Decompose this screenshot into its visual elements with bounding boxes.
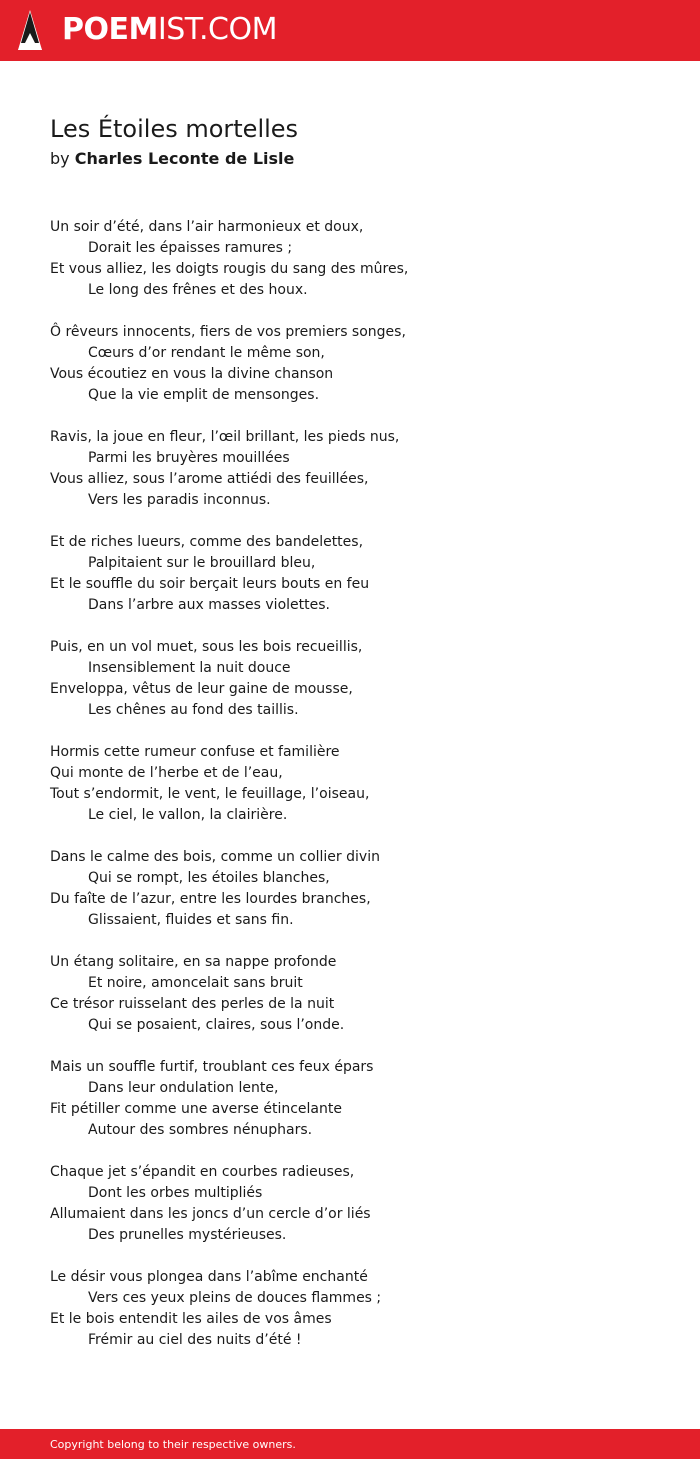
- poem-title: Les Étoiles mortelles: [50, 115, 299, 143]
- poem-line: Insensiblement la nuit douce: [88, 660, 291, 676]
- poem-stanza: [50, 847, 670, 931]
- poem-stanza: [50, 637, 670, 721]
- poem-line: Dorait les épaisses ramures ;: [88, 240, 293, 256]
- poem-line: Allumaient dans les joncs d’un cercle d’or liés: [50, 1206, 371, 1222]
- poem-stanza: [50, 217, 670, 301]
- poem-line: Palpitaient sur le brouillard bleu,: [88, 555, 316, 571]
- poem-line: Mais un souffle furtif, troublant ces feux épars: [50, 1059, 374, 1075]
- byline-prefix: by: [50, 149, 70, 168]
- poem-line: Le désir vous plongea dans l’abîme enchanté: [50, 1269, 368, 1285]
- poem-line: Le ciel, le vallon, la clairière.: [88, 807, 288, 823]
- poem-line: Le long des frênes et des houx.: [88, 282, 308, 298]
- poem-line: Dans le calme des bois, comme un collier divin: [50, 849, 380, 865]
- poem-line: Chaque jet s’épandit en courbes radieuses,: [50, 1164, 355, 1180]
- site-footer: [0, 1429, 700, 1459]
- poem-author: Charles Leconte de Lisle: [74, 149, 295, 168]
- poem-line: Glissaient, fluides et sans fin.: [88, 912, 294, 928]
- poem-line: Autour des sombres nénuphars.: [88, 1122, 313, 1138]
- poem-stanza: [50, 1267, 670, 1351]
- poem-stanza: [50, 532, 670, 616]
- poem-line: Vous écoutiez en vous la divine chanson: [50, 366, 334, 382]
- poem-line: Qui monte de l’herbe et de l’eau,: [50, 765, 283, 781]
- logo-bold-text: POEM: [62, 12, 158, 47]
- poem-line: Et le bois entendit les ailes de vos âmes: [50, 1311, 332, 1327]
- poem-line: Vers ces yeux pleins de douces flammes ;: [88, 1290, 382, 1306]
- poem-byline: [50, 147, 670, 171]
- poem-line: Et de riches lueurs, comme des bandelettes,: [50, 534, 364, 550]
- poem-line: Que la vie emplit de mensonges.: [88, 387, 320, 403]
- poem-line: Ce trésor ruisselant des perles de la nuit: [50, 996, 335, 1012]
- poem-line: Un étang solitaire, en sa nappe profonde: [50, 954, 337, 970]
- poem-line: Enveloppa, vêtus de leur gaine de mousse,: [50, 681, 353, 697]
- poem-line: Puis, en un vol muet, sous les bois recueillis,: [50, 639, 363, 655]
- poem-line: Frémir au ciel des nuits d’été !: [88, 1332, 302, 1348]
- logo-light-text: IST.COM: [157, 12, 277, 47]
- poem-content: [50, 113, 670, 1372]
- poem-stanza: [50, 322, 670, 406]
- poem-line: Vous alliez, sous l’arome attiédi des feuillées,: [50, 471, 369, 487]
- poem-line: Ravis, la joue en fleur, l’œil brillant, les pieds nus,: [50, 429, 400, 445]
- poem-line: Du faîte de l’azur, entre les lourdes branches,: [50, 891, 371, 907]
- poem-stanza: [50, 427, 670, 511]
- pencil-tip-icon[interactable]: [17, 9, 43, 51]
- poem-line: Fit pétiller comme une averse étincelante: [50, 1101, 342, 1117]
- copyright-notice: Copyright belong to their respective owners.: [50, 1438, 296, 1451]
- poem-line: Parmi les bruyères mouillées: [88, 450, 290, 466]
- poem-line: Tout s’endormit, le vent, le feuillage, l’oiseau,: [50, 786, 370, 802]
- poem-line: Hormis cette rumeur confuse et familière: [50, 744, 340, 760]
- poem-line: Dans leur ondulation lente,: [88, 1080, 279, 1096]
- poem-stanza: [50, 742, 670, 826]
- poem-line: Dans l’arbre aux masses violettes.: [88, 597, 330, 613]
- poem-line: Dont les orbes multipliés: [88, 1185, 263, 1201]
- poem-line: Des prunelles mystérieuses.: [88, 1227, 287, 1243]
- poem-stanza: [50, 952, 670, 1036]
- poem-body: [50, 217, 670, 1351]
- poem-line: Qui se posaient, claires, sous l’onde.: [88, 1017, 345, 1033]
- poem-line: Et vous alliez, les doigts rougis du sang des mûres,: [50, 261, 409, 277]
- poem-line: Et le souffle du soir berçait leurs bouts en feu: [50, 576, 370, 592]
- site-header: [0, 0, 700, 61]
- poem-stanza: [50, 1057, 670, 1141]
- poem-line: Les chênes au fond des taillis.: [88, 702, 299, 718]
- poem-line: Cœurs d’or rendant le même son,: [88, 345, 325, 361]
- poem-stanza: [50, 1162, 670, 1246]
- poem-line: Ô rêveurs innocents, fiers de vos premiers songes,: [50, 324, 406, 340]
- poem-line: Un soir d’été, dans l’air harmonieux et doux,: [50, 219, 364, 235]
- site-logo[interactable]: [62, 12, 277, 48]
- poem-line: Qui se rompt, les étoiles blanches,: [88, 870, 330, 886]
- poem-line: Et noire, amoncelait sans bruit: [88, 975, 303, 991]
- poem-line: Vers les paradis inconnus.: [88, 492, 271, 508]
